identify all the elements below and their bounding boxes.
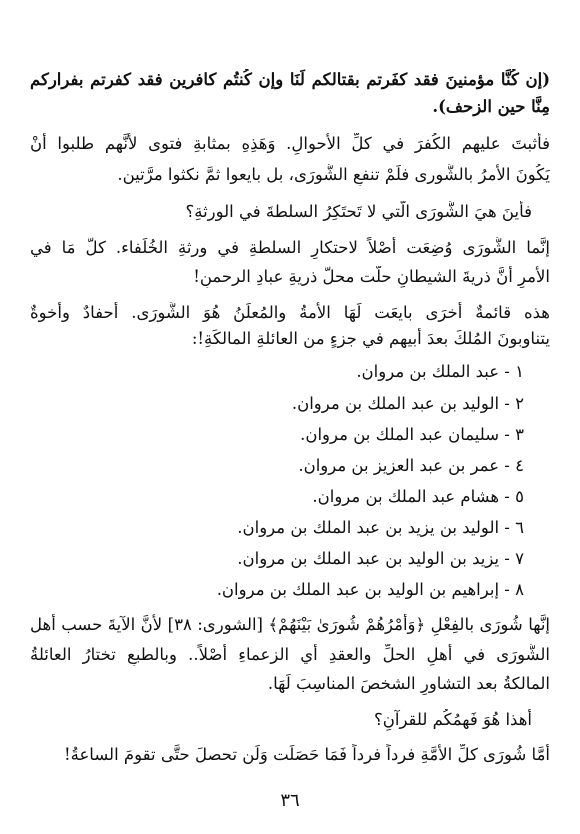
closing-question: أهذا هُوَ فَهمُكُم للقرآنِ؟ [373, 710, 532, 729]
closing-line-2: الشُّورَى في أهلِ الحلِّ والعقدِ أي الزعماءِ أَصْلاً.. وبالطبعِ تختارُ العائلةُ [30, 645, 550, 664]
paragraph-4-line-1: إنَّما الشُّورَى وُضِعَت أَصْلاً لاحتكارِ السلطةِ في ورثةِ الخُلَفاء. كلُّ مَا في [30, 238, 550, 257]
quote-line-1: (إن كُنَّا مؤمنينَ فقد كفَرتم بقتالكم لَنَا وإن كُنتُم كافرين فقد كفرتم بفراركم [30, 70, 550, 89]
paragraph-5-line-2: يتناوبونَ المُلكَ بعدَ أبيهم في جزءٍ من العائلةِ المالكَةِ!: [191, 329, 550, 348]
list-item: ١ - عبد الملك بن مروان. [356, 362, 524, 381]
paragraph-3: فأينَ هيَ الشُّورَى الَّتي لا تَحتَكِرُ السلطةَ في الورثةِ؟ [185, 202, 532, 221]
closing-line-1: إنَّها شُورَى بالفِعْلِ ﴿وَأَمْرُهُمْ شُورَىٰ بَيْنَهُمْ﴾ [الشورى: ٣٨] لأنَّ الآيةَ حسب أهل [30, 615, 550, 634]
list-item: ٢ - الوليد بن عبد الملك بن مروان. [291, 394, 524, 413]
list-item: ٣ - سليمان عبد الملك بن مروان. [300, 425, 524, 444]
list-item: ٦ - الوليد بن يزيد بن عبد الملك بن مروان. [237, 518, 524, 537]
page-number: ٣٦ [280, 790, 300, 811]
list-item: ٥ - هشام عبد الملك بن مروان. [312, 487, 524, 506]
list-item: ٧ - يزيد بن الوليد بن عبد الملك بن مروان. [237, 549, 524, 568]
list-item: ٤ - عمر بن عبد العزيز بن مروان. [298, 456, 524, 475]
paragraph-4-line-2: الأمرِ أنَّ ذريةَ الشيطانِ حلَّت محلَّ ذريةِ عبادِ الرحمنِ! [193, 267, 550, 286]
quote-line-2: مِنَّا حين الزحف). [432, 97, 550, 116]
paragraph-2-line-2: يَكُونَ الأمرُ بالشُّورى فلَمْ تنفعِ الشُّورَى، بل بايعوا ثمَّ نكثوا مرَّتين. [117, 165, 550, 184]
closing-line-3: المالكةُ بعد التشاورِ الشخصَ المناسِبَ لَهَا. [267, 674, 550, 693]
closing-final: أمَّا شُورَى كلِّ الأمَّةِ فرداً فرداً فَمَا حَصَلَت وَلَن تحصلَ حتَّى تقومَ الساعةُ! [63, 745, 550, 764]
paragraph-5-line-1: هذه قائمةٌ أُخرَى بايعَت لَهَا الأمةُ والمُعلَنُ هُوَ الشُّورَى. أحفادٌ وأخوةٌ [30, 303, 550, 322]
list-item: ٨ - إبراهيم بن الوليد بن عبد الملك بن مروان. [216, 580, 524, 599]
paragraph-2-line-1: فأثبتَ عليهم الكُفرَ في كلِّ الأحوالِ. وَهَذِهِ بمثابةِ فتوى لأنَّهم طلبوا أنْ [30, 134, 550, 153]
